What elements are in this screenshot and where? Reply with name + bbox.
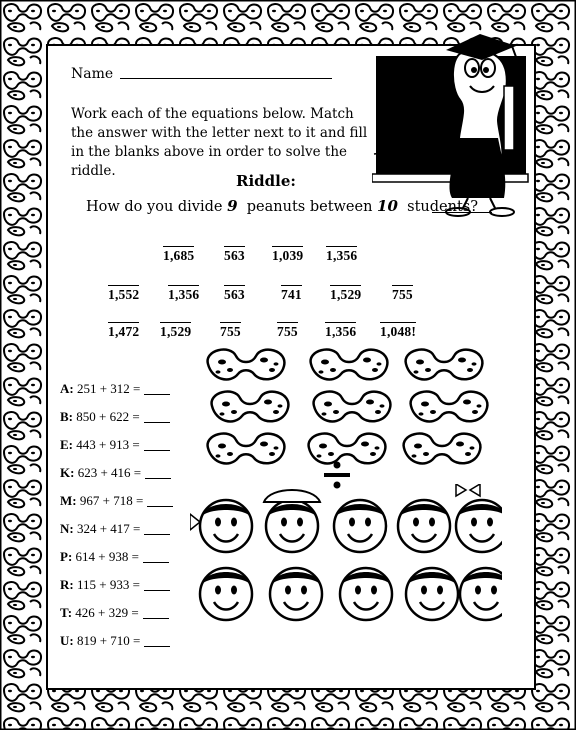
equation-row: B: 850 + 622 = [60, 409, 170, 425]
equation-row: T: 426 + 329 = [60, 605, 169, 621]
peanuts-illustration [200, 344, 500, 474]
answer-blank: 1,685 [163, 248, 195, 263]
question-underline [432, 212, 492, 213]
riddle-question: How do you divide 9 peanuts between 10 students? [86, 197, 478, 215]
answer-field[interactable] [144, 646, 170, 647]
peanut-teacher-illustration [372, 28, 532, 218]
equation-row: U: 819 + 710 = [60, 633, 170, 649]
equation-row: M: 967 + 718 = [60, 493, 173, 509]
equation-row: P: 614 + 938 = [60, 549, 169, 565]
students-illustration [190, 484, 502, 624]
name-input-line[interactable] [120, 78, 332, 79]
answer-field[interactable] [143, 618, 169, 619]
answer-blank: 563 [224, 287, 245, 302]
answer-blank: 755 [392, 287, 413, 302]
answer-blank: 1,356 [326, 248, 358, 263]
answer-field[interactable] [144, 590, 170, 591]
answer-field[interactable] [147, 506, 173, 507]
answer-blank: 1,529 [330, 287, 362, 302]
equation-row: E: 443 + 913 = [60, 437, 170, 453]
answer-blank: 755 [277, 324, 298, 339]
answer-field[interactable] [144, 450, 170, 451]
answer-field[interactable] [144, 394, 170, 395]
instructions-text: Work each of the equations below. Match the answer with the letter next to it and fill in the blanks above in order to solve the riddle. [71, 106, 368, 179]
answer-blank: 1,552 [108, 287, 140, 302]
riddle-title: Riddle: [236, 172, 296, 190]
answer-blank: 1,356 [168, 287, 200, 302]
answer-blank: 1,039 [272, 248, 304, 263]
answer-blank: 1,529 [160, 324, 192, 339]
answer-blank: 1,472 [108, 324, 140, 339]
answer-blank: 1,356 [325, 324, 357, 339]
equation-row: A: 251 + 312 = [60, 381, 170, 397]
name-label: Name [71, 66, 114, 82]
answer-field[interactable] [144, 422, 170, 423]
answer-field[interactable] [143, 562, 169, 563]
equation-row: K: 623 + 416 = [60, 465, 171, 481]
answer-field[interactable] [144, 534, 170, 535]
equation-row: R: 115 + 933 = [60, 577, 170, 593]
answer-blank: 1,048! [380, 324, 417, 339]
answer-blank: 741 [281, 287, 302, 302]
equation-row: N: 324 + 417 = [60, 521, 170, 537]
answer-field[interactable] [145, 478, 171, 479]
answer-blank: 755 [220, 324, 241, 339]
answer-blank: 563 [224, 248, 245, 263]
